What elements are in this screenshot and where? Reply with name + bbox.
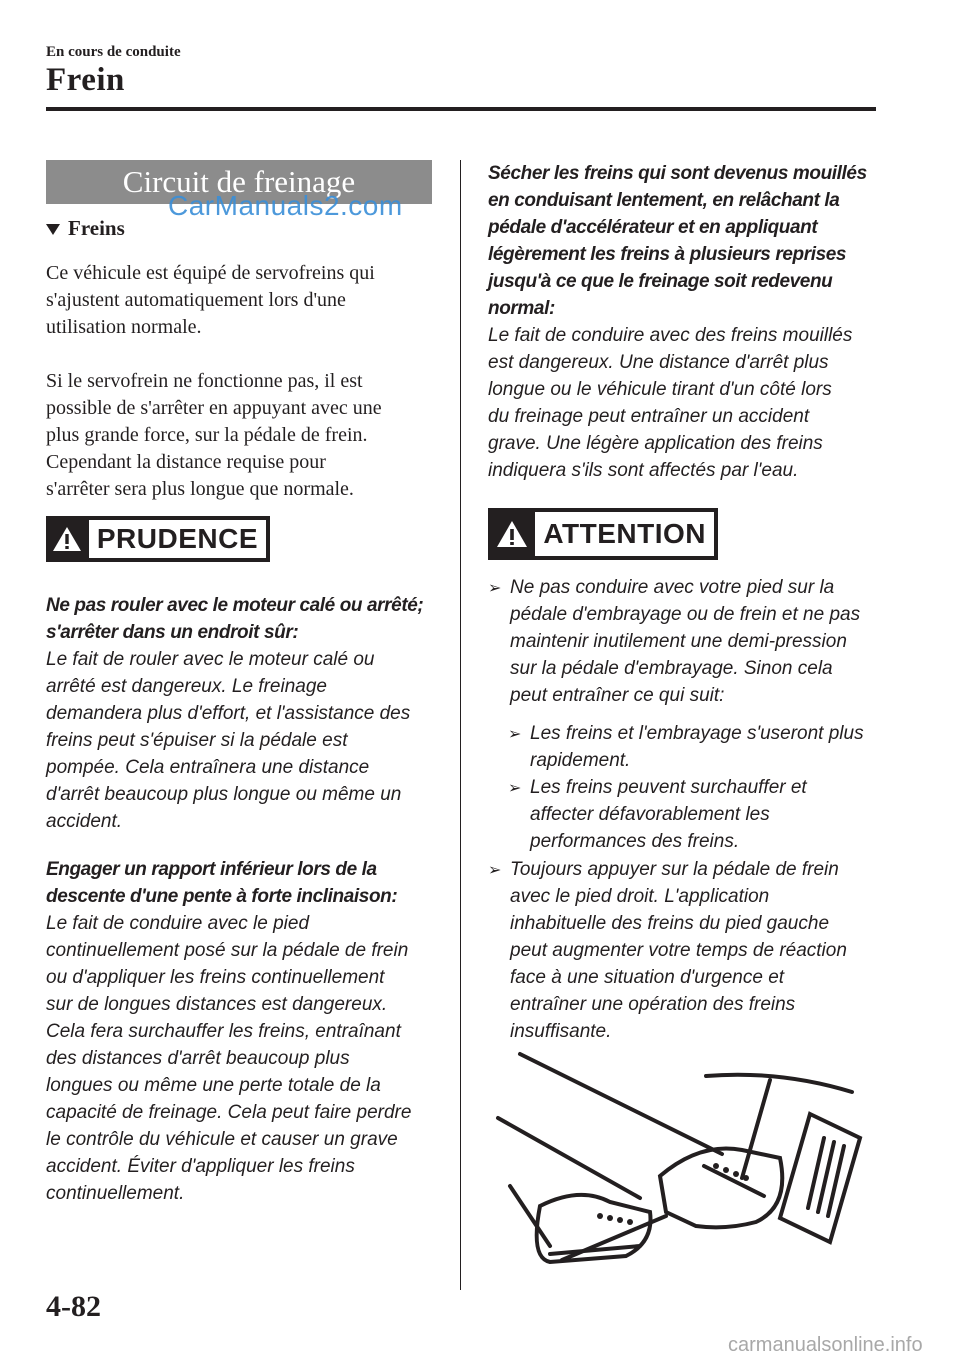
bullet-text: Ne pas conduire avec votre pied sur la pédale d'embrayage ou de frein et ne pas maintenir inutilement une demi-pression sur la pédale d'embrayage. Sinon cela peut entraîner ce qui suit:: [510, 577, 861, 706]
caution2-body: Le fait de conduire avec le pied continuellement posé sur la pédale de frein ou d'appliquer les freins continuellement sur de longues distances est dangereux. Cela fera surchauffer les freins, entraînant des distances d'arrêt beaucoup plus longues ou même une perte totale de la capacité de freinage. Cela peut faire perdre le contrôle du véhicule et causer un grave accident. Éviter d'appliquer les freins continuellement.: [46, 913, 412, 1204]
bullet-arrow-icon: ➢: [488, 860, 502, 879]
page-number: 4-82: [46, 1290, 101, 1323]
triangle-down-icon: [46, 224, 60, 235]
bullet-arrow-icon: ➢: [488, 578, 502, 597]
footer-watermark: carmanualsonline.info: [728, 1334, 923, 1356]
caution3-title: Sécher les freins qui sont devenus mouillés en conduisant lentement, en relâchant la pédale d'accélérateur et en appliquant légèrement les freins à plusieurs reprises jusqu'à ce que le freinage soit redevenu normal:: [488, 163, 867, 319]
intro-paragraph: Ce véhicule est équipé de servofreins qui s'ajustent automatiquement lors d'une utilisation normale.: [46, 262, 375, 338]
bullet-arrow-icon: ➢: [508, 724, 522, 743]
subheading-label: Freins: [68, 216, 125, 240]
attention-subbullet: [508, 774, 888, 855]
watermark-overlay: CarManuals2.com: [168, 190, 403, 221]
bullet-arrow-icon: ➢: [508, 778, 522, 797]
subbullet-text: Les freins peuvent surchauffer et affecter défavorablement les performances des freins.: [530, 777, 807, 852]
caution1-body: Le fait de rouler avec le moteur calé ou arrêté est dangereux. Le freinage demandera plus d'effort, et l'assistance des freins peut s'épuiser si la pédale est pompée. Cela entraînera une distance d'arrêt beaucoup plus longue ou même un accident.: [46, 649, 411, 832]
section-kicker: En cours de conduite: [46, 44, 181, 60]
page-title: Frein: [46, 62, 125, 98]
caution-box: [46, 516, 270, 562]
caution-label: PRUDENCE: [89, 520, 266, 558]
attention-box: [488, 508, 718, 560]
servo-paragraph: Si le servofrein ne fonctionne pas, il est possible de s'arrêter en appuyant avec une plus grande force, sur la pédale de frein. Cependant la distance requise pour s'arrêter sera plus longue que normale.: [46, 370, 382, 500]
section-banner: Circuit de freinage: [46, 160, 432, 204]
attention-bullet: [488, 574, 888, 709]
attention-label: ATTENTION: [535, 512, 714, 556]
caution1-title: Ne pas rouler avec le moteur calé ou arrêté; s'arrêter dans un endroit sûr:: [46, 595, 424, 643]
attention-subbullet: [508, 720, 888, 774]
attention-bullet: [488, 856, 888, 1045]
caution3-body: Le fait de conduire avec des freins mouillés est dangereux. Une distance d'arrêt plus longue ou le véhicule tirant d'un côté lors du freinage peut entraîner un accident grave. Une légère application des freins indiquera s'ils sont affectés par l'eau.: [488, 325, 853, 481]
header-rule: [46, 107, 876, 111]
caution2-title: Engager un rapport inférieur lors de la descente d'une pente à forte inclinaison:: [46, 859, 398, 907]
column-divider: [460, 160, 461, 1290]
bullet-text: Toujours appuyer sur la pédale de frein avec le pied droit. L'application inhabituelle des freins du pied gauche peut augmenter votre temps de réaction face à une situation d'urgence et entraîner une opération des freins insuffisante.: [510, 859, 847, 1042]
subbullet-text: Les freins et l'embrayage s'useront plus rapidement.: [530, 723, 864, 771]
pedal-illustration: [490, 1046, 880, 1270]
subheading: [46, 216, 125, 241]
warning-icon: [488, 519, 535, 549]
warning-icon: [46, 525, 89, 553]
